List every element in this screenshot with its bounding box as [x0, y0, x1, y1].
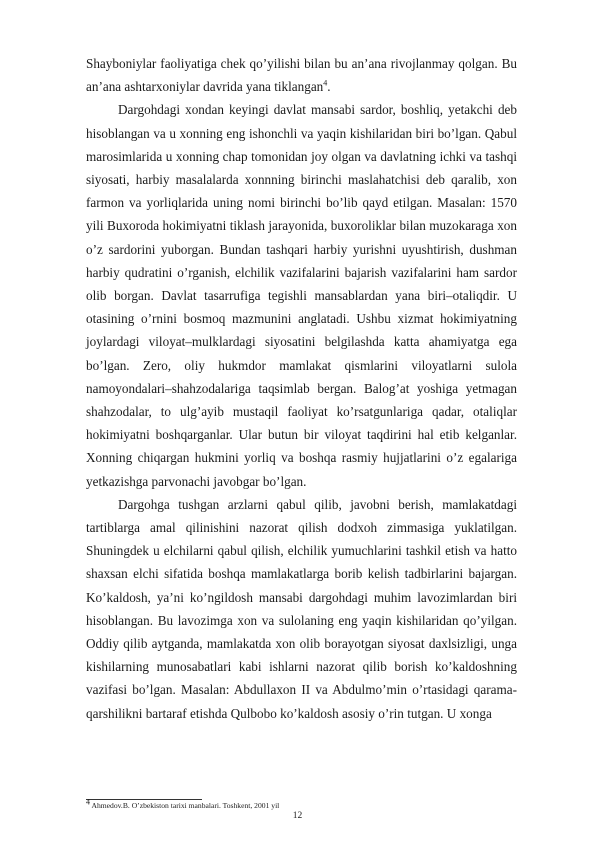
paragraph-1-end: . — [327, 79, 331, 95]
paragraph-1 — [86, 52, 517, 98]
footnote-divider — [86, 799, 202, 800]
footnote-number: 4 — [86, 797, 90, 807]
page-number: 12 — [292, 811, 303, 821]
paragraph-2: Dargohdagi xondan keyingi davlat mansabi sardor, boshliq, yetakchi deb hisoblangan va u xonning eng ishonchli va yaqin kishilaridan biri bo’lgan. Qabul marosimlarida u xonning chap tomonidan joy olgan va davlatning ichki va tashqi siyosati, harbiy masalalarda xonnning birinchi maslahatchisi deb qaralib, xon farmon va yorliqlarida uning nomi birinchi bo’lib qayd etilgan. Masalan: 1570 yili Buxoroda hokimiyatni tiklash jarayonida, buxoroliklar bilan muzokaraga xon o’z sardorini yuborgan. Bundan tashqari harbiy yurishni uyushtirish, dushman harbiy qudratini o’rganish, elchilik vazifalarini bajarish vazifalarini ham sardor olib borgan. Davlat tasarrufiga tegishli mansablardan yana biri–otaliqdir. U otasining o’rnini bosmoq mazmunini anglatadi. Ushbu xizmat hokimiyatning joylardagi viloyat–mulklardagi siyosatini belgilashda katta ahamiyatga ega bo’lgan. Zero, oliy hukmdor mamlakat qismlarini viloyatlarni sulola namoyondalari–shahzodalariga taqsimlab bergan. Balog’at yoshiga yetmagan shahzodalar, to ulg’ayib mustaqil faoliyat ko’rsatgunlariga qadar, otaliqlar hokimiyatni boshqarganlar. Ular butun bir viloyat taqdirini hal etib kelganlar. Xonning chiqargan hukmini yorliq va boshqa rasmiy hujjatlarini o’z egalariga yetkazishga parvonachi javobgar bo’lgan. — [86, 102, 517, 489]
footnote — [86, 797, 517, 811]
body-text — [86, 52, 517, 725]
footnote-reference[interactable]: 4 — [323, 78, 328, 88]
footnote-text: Ahmedov.B. O’zbekiston tarixi manbalari. Toshkent, 2001 yil — [90, 801, 280, 810]
paragraph-1-text: Shayboniylar faoliyatiga chek qo’yilishi bilan bu an’ana rivojlanmay qolgan. Bu an’ana ashtarxoniylar davrida yana tiklangan — [86, 56, 517, 95]
paragraph-3: Dargohga tushgan arzlarni qabul qilib, javobni berish, mamlakatdagi tartiblarga amal qilinishini nazorat qilish dodxoh zimmasiga yuklatilgan. Shuningdek u elchilarni qabul qilish, elchilik yumuchlarini tashkil etish va hatto shaxsan elchi sifatida boshqa mamlakatlarga borib kelish tadbirlarini bajargan. Ko’kaldosh, ya’ni ko’ngildosh mansabi dargohdagi muhim lavozimlardan biri hisoblangan. Bu lavozimga xon va sulolaning eng yaqin kishilaridan qo’yilgan. Oddiy qilib aytganda, mamlakatda xon olib borayotgan siyosat daxlsizligi, unga kishilarning munosabatlari kabi ishlarni nazorat qilib borish ko’kaldoshning vazifasi bo’lgan. Masalan: Abdullaxon II va Abdulmo’min o’rtasidagi qarama-qarshilikni bartaraf etishda Qulbobo ko’kaldosh asosiy o’rin tutgan. U xonga — [86, 496, 517, 721]
